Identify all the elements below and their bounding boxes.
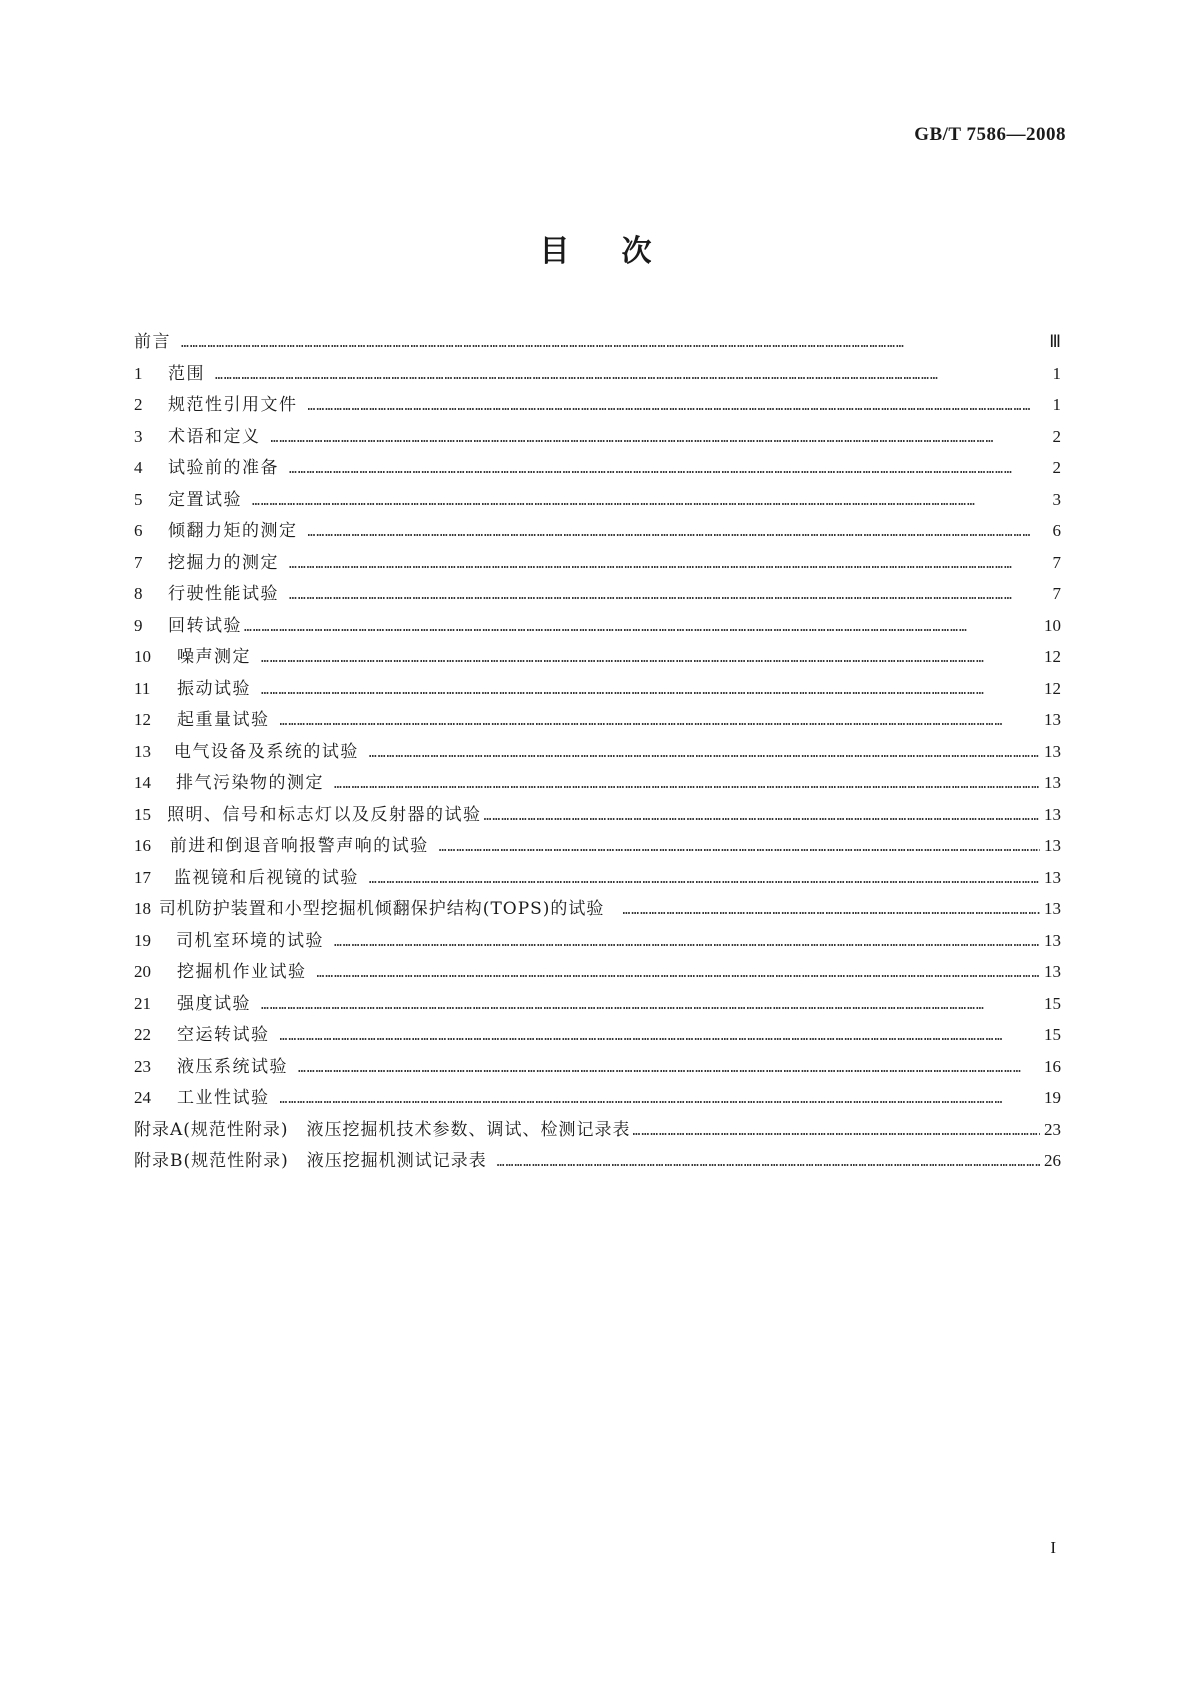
toc-leader-dots [334,935,1040,950]
toc-entry[interactable] [134,611,1061,643]
toc-entry-page: 23 [1044,1119,1061,1139]
toc-leader-dots [271,431,1044,446]
toc-entry-label: 挖掘机作业试验 [176,962,307,982]
standard-code: GB/T 7586—2008 [914,124,1066,145]
toc-entry-page: 13 [1044,741,1061,761]
toc-entry[interactable] [134,1083,1061,1115]
toc-entry-page: 15 [1044,1025,1061,1044]
toc-entry[interactable] [134,957,1061,989]
toc-entry-page: 13 [1044,867,1061,887]
toc-leader-dots [497,1155,1040,1170]
toc-entry-page: 13 [1044,962,1061,981]
toc-leader-dots [289,462,1043,477]
toc-entry-number: 11 [134,678,151,698]
table-of-contents [134,327,1061,1178]
toc-leader-dots [280,1092,1041,1107]
toc-entry-label: 工业性试验 [177,1088,270,1108]
toc-entry-number: 14 [134,773,151,792]
toc-entry[interactable] [134,642,1061,674]
toc-entry-number: 17 [134,867,151,887]
toc-entry[interactable] [134,800,1061,832]
toc-entry-page: 7 [1052,552,1061,572]
toc-entry-label: 定置试验 [168,489,242,510]
toc-entry[interactable] [134,705,1061,737]
toc-leader-dots [280,1029,1041,1044]
toc-entry-label: 挖掘力的测定 [168,552,279,573]
toc-entry-number: 16 [134,836,151,855]
toc-entry-label: 倾翻力矩的测定 [168,521,298,541]
toc-entry-label: 试验前的准备 [168,458,279,478]
toc-entry[interactable] [134,674,1061,706]
toc-leader-dots [215,368,1043,383]
toc-entry-appendix[interactable] [134,1115,1061,1147]
toc-entry-number: 19 [134,930,151,950]
toc-entry[interactable] [134,768,1061,800]
toc-entry-label: 术语和定义 [168,426,261,447]
toc-entry-page: 12 [1044,647,1061,666]
toc-leader-dots [484,809,1040,824]
toc-entry-page: 7 [1052,584,1061,603]
toc-leader-dots [308,525,1044,540]
toc-leader-dots [261,651,1040,666]
toc-leader-dots [369,872,1040,887]
toc-leader-dots [244,620,1040,635]
toc-entry-number: 4 [134,458,143,477]
toc-leader-dots [289,557,1043,572]
toc-entry[interactable] [134,894,1061,926]
toc-entry-label: 监视镜和后视镜的试验 [173,867,359,888]
toc-entry-label: 规范性引用文件 [168,395,298,415]
toc-entry-label: 强度试验 [177,993,251,1014]
toc-entry-label: 起重量试验 [177,710,270,730]
toc-entry-number: 12 [134,710,151,729]
toc-entry[interactable] [134,390,1061,422]
toc-leader-dots [633,1124,1040,1139]
toc-entry-page: 13 [1044,773,1061,792]
toc-entry-number: 18 [134,899,151,918]
toc-entry[interactable] [134,327,1061,359]
toc-leader-dots [316,966,1040,981]
toc-entry-label: 照明、信号和标志灯以及反射器的试验 [167,804,482,825]
toc-leader-dots [439,840,1040,855]
page-number: I [1050,1538,1056,1557]
toc-entry-page: 13 [1044,836,1061,855]
toc-entry-label: 司机防护装置和小型挖掘机倾翻保护结构(TOPS)的试验 [158,899,605,919]
toc-entry-number: 9 [134,615,143,635]
toc-entry-page: Ⅲ [1049,332,1061,351]
toc-entry-label: 液压系统试验 [177,1056,288,1077]
toc-entry-page: 13 [1044,710,1061,729]
toc-entry-number: 22 [134,1025,151,1044]
toc-entry-number: 7 [134,552,143,572]
toc-leader-dots [252,494,1043,509]
toc-entry-label: 前进和倒退音响报警声响的试验 [169,836,429,856]
toc-entry-page: 19 [1044,1088,1061,1107]
toc-leader-dots [280,714,1041,729]
toc-entry-page: 15 [1044,993,1061,1013]
toc-entry-label: 电气设备及系统的试验 [173,741,359,762]
toc-entry[interactable] [134,422,1061,454]
toc-leader-dots [261,998,1040,1013]
toc-entry-page: 13 [1044,899,1061,918]
toc-entry-number: 20 [134,962,151,981]
toc-entry-page: 13 [1044,930,1061,950]
toc-entry[interactable] [134,1052,1061,1084]
toc-entry-label: 排气污染物的测定 [175,773,324,793]
toc-entry-number: 8 [134,584,143,603]
toc-entry[interactable] [134,485,1061,517]
toc-entry[interactable] [134,926,1061,958]
toc-entry-label: 振动试验 [177,678,251,699]
toc-entry[interactable] [134,831,1061,863]
toc-entry-page: 1 [1052,363,1061,383]
toc-entry[interactable] [134,863,1061,895]
toc-entry-page: 2 [1052,458,1061,477]
toc-leader-dots [308,399,1044,414]
toc-entry-number: 21 [134,993,151,1013]
toc-entry-page: 16 [1044,1056,1061,1076]
toc-leader-dots [261,683,1040,698]
toc-entry-page: 2 [1052,426,1061,446]
toc-leader-dots [622,903,1040,918]
toc-entry-label: 附录A(规范性附录) 液压挖掘机技术参数、调试、检测记录表 [134,1119,631,1140]
toc-entry-label: 噪声测定 [177,647,251,667]
toc-entry-number: 13 [134,741,151,761]
toc-entry-number: 5 [134,489,143,509]
toc-entry[interactable] [134,1020,1061,1052]
toc-entry-number: 6 [134,521,143,540]
toc-entry-page: 3 [1052,489,1061,509]
toc-entry-label: 范围 [168,363,205,384]
toc-entry-number: 2 [134,395,143,414]
toc-entry-label: 附录B(规范性附录) 液压挖掘机测试记录表 [134,1151,487,1171]
toc-entry-label: 行驶性能试验 [168,584,279,604]
toc-entry[interactable] [134,548,1061,580]
toc-entry-page: 13 [1044,804,1061,824]
toc-entry-appendix[interactable] [134,1146,1061,1178]
toc-entry[interactable] [134,579,1061,611]
toc-entry-page: 6 [1052,521,1061,540]
toc-entry[interactable] [134,516,1061,548]
toc-entry-number: 24 [134,1088,151,1107]
toc-entry-number: 1 [134,363,143,383]
toc-entry-page: 12 [1044,678,1061,698]
toc-entry-number: 3 [134,426,143,446]
toc-entry[interactable] [134,989,1061,1021]
toc-leader-dots [289,588,1043,603]
toc-entry-label: 司机室环境的试验 [175,930,324,951]
toc-leader-dots [298,1061,1040,1076]
toc-entry-page: 10 [1044,615,1061,635]
toc-entry-label: 空运转试验 [177,1025,270,1045]
toc-entry[interactable] [134,359,1061,391]
toc-entry[interactable] [134,737,1061,769]
toc-entry[interactable] [134,453,1061,485]
toc-leader-dots [369,746,1040,761]
toc-entry-label: 前言 [134,332,171,352]
toc-leader-dots [181,336,1043,351]
toc-entry-number: 23 [134,1056,151,1076]
toc-entry-page: 1 [1052,395,1061,414]
toc-entry-number: 10 [134,647,151,666]
toc-entry-page: 26 [1044,1151,1061,1170]
page-title: 目次 [539,234,704,269]
toc-leader-dots [334,777,1040,792]
toc-entry-number: 15 [134,804,151,824]
toc-entry-label: 回转试验 [168,615,242,636]
